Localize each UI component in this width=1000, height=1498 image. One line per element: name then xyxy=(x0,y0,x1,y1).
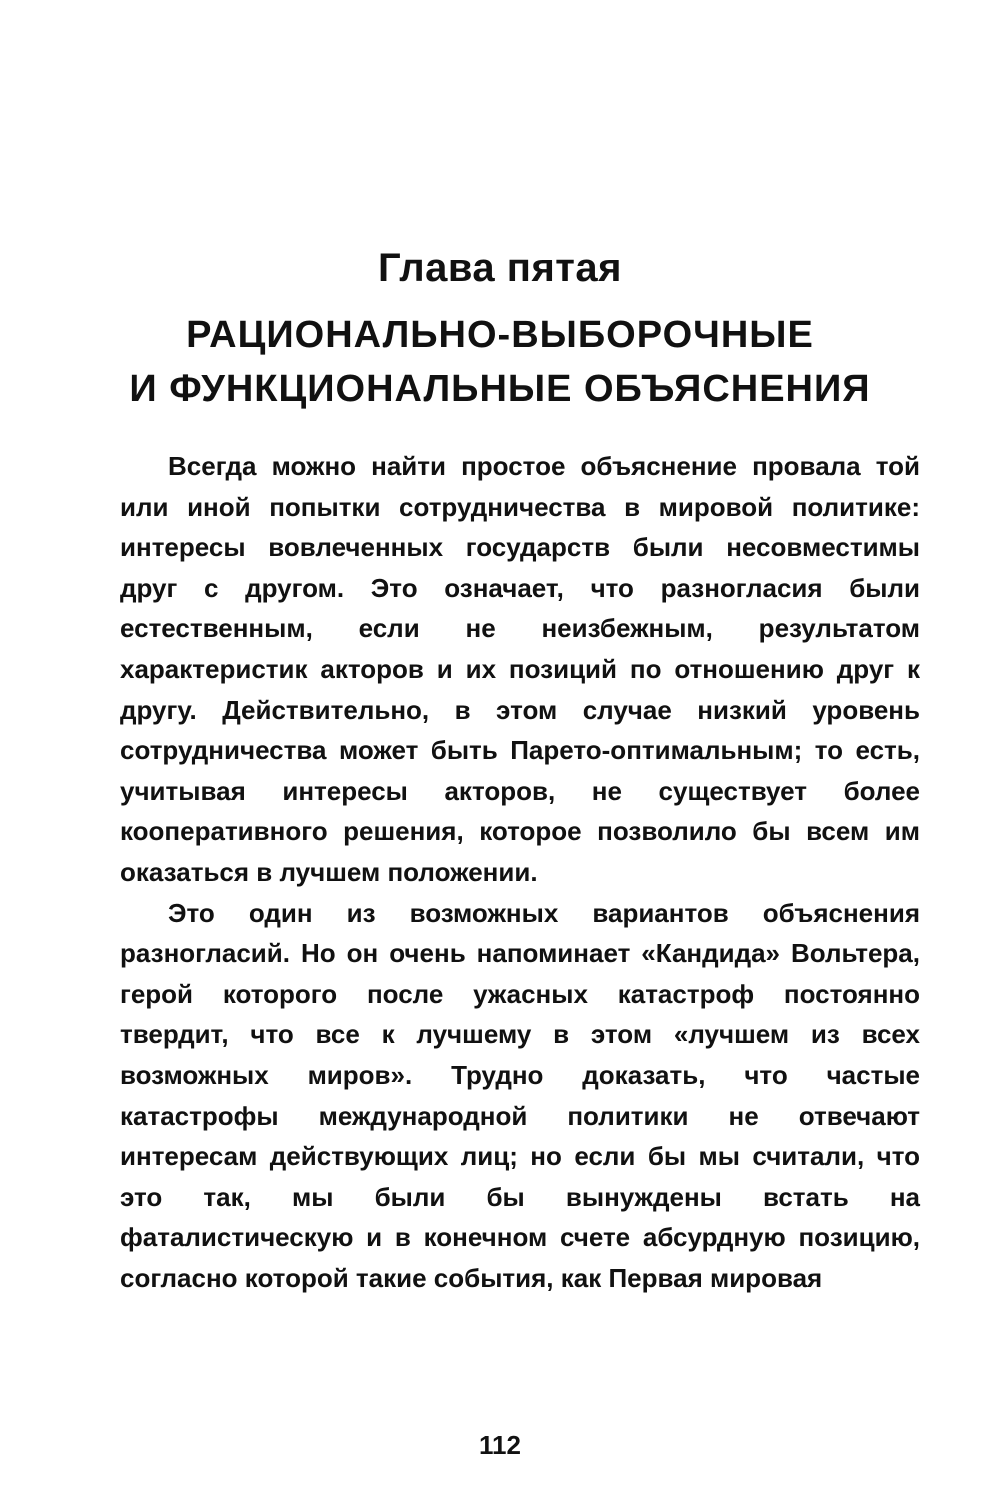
body-text xyxy=(120,446,920,1298)
page-number: 112 xyxy=(479,1430,521,1460)
paragraph-2: Это один из возможных вариантов объяснения разногласий. Но он очень напоминает «Кандида» Вольтера, герой которого после ужасных катастроф постоянно твердит, что все к лучшему в этом «лучшем из всех возможных миров». Трудно доказать, что частые катастрофы международной политики не отвечают интересам действующих лиц; но если бы мы считали, что это так, мы были бы вынуждены встать на фаталистическую и в конечном счете абсурдную позицию, согласно которой такие события, как Первая мировая xyxy=(120,897,920,1293)
chapter-title-line-1: РАЦИОНАЛЬНО-ВЫБОРОЧНЫЕ xyxy=(186,314,814,356)
paragraph-1: Всегда можно найти простое объяснение провала той или иной попытки сотрудничества в мировой политике: интересы вовлеченных государств были несовместимы друг с другом. Это означает, что разногласия были естественным, если не неизбежным, результатом характеристик акторов и их позиций по отношению друг к другу. Действительно, в этом случае низкий уровень сотрудничества может быть Парето-оптимальным; то есть, учитывая интересы акторов, не существует более кооперативного решения, которое позволило бы всем им оказаться в лучшем положении. xyxy=(120,451,920,887)
chapter-label: Глава пятая xyxy=(378,246,622,290)
chapter-title-line-2: И ФУНКЦИОНАЛЬНЫЕ ОБЪЯСНЕНИЯ xyxy=(129,368,871,410)
chapter-title xyxy=(40,308,960,416)
